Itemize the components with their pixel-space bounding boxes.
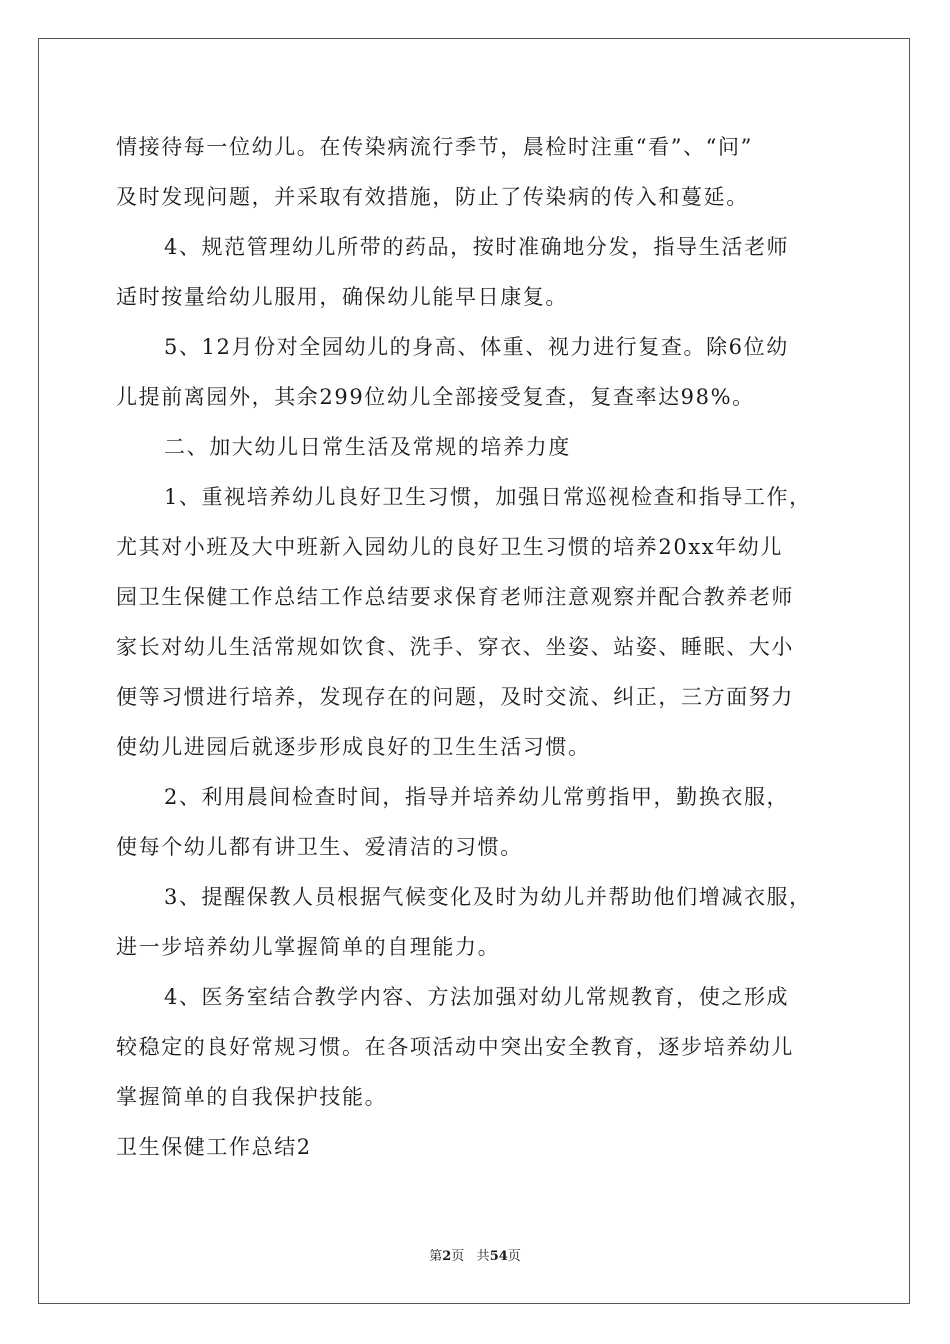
page-suffix: 页	[451, 1249, 465, 1264]
text-line: 儿提前离园外，其余299位幼儿全部接受复查，复查率达98%。	[116, 385, 755, 409]
page-footer	[0, 1248, 950, 1266]
text-line: 适时按量给幼儿服用，确保幼儿能早日康复。	[116, 285, 568, 309]
text-line: 便等习惯进行培养，发现存在的问题，及时交流、纠正，三方面努力	[116, 685, 794, 709]
text-line: 4、规范管理幼儿所带的药品，按时准确地分发，指导生活老师	[164, 235, 790, 259]
page-prefix: 第	[429, 1249, 443, 1264]
total-prefix: 共	[476, 1249, 490, 1264]
text-line: 使每个幼儿都有讲卫生、爱清洁的习惯。	[116, 835, 523, 859]
text-line: 及时发现问题，并采取有效措施，防止了传染病的传入和蔓延。	[116, 185, 749, 209]
text-line: 较稳定的良好常规习惯。在各项活动中突出安全教育，逐步培养幼儿	[116, 1035, 794, 1059]
total-suffix: 页	[507, 1249, 521, 1264]
text-line: 3、提醒保教人员根据气候变化及时为幼儿并帮助他们增减衣服，	[164, 885, 812, 909]
text-line: 2、利用晨间检查时间，指导并培养幼儿常剪指甲，勤换衣服，	[164, 785, 790, 809]
total-pages: 54	[489, 1249, 508, 1264]
text-line: 5、12月份对全园幼儿的身高、体重、视力进行复查。除6位幼	[164, 335, 789, 359]
document-subtitle: 卫生保健工作总结2	[116, 1135, 312, 1159]
text-line: 家长对幼儿生活常规如饮食、洗手、穿衣、坐姿、站姿、睡眠、大小	[116, 635, 794, 659]
text-line: 园卫生保健工作总结工作总结要求保育老师注意观察并配合教养老师	[116, 585, 794, 609]
text-line: 尤其对小班及大中班新入园幼儿的良好卫生习惯的培养20xx年幼儿	[116, 535, 784, 559]
text-line: 使幼儿进园后就逐步形成良好的卫生生活习惯。	[116, 735, 591, 759]
text-line: 掌握简单的自我保护技能。	[116, 1085, 388, 1109]
section-heading: 二、加大幼儿日常生活及常规的培养力度	[164, 435, 571, 459]
page-number: 2	[442, 1249, 452, 1264]
text-line: 1、重视培养幼儿良好卫生习惯，加强日常巡视检查和指导工作，	[164, 485, 812, 509]
document-body	[116, 128, 836, 1178]
text-line: 4、医务室结合教学内容、方法加强对幼儿常规教育，使之形成	[164, 985, 790, 1009]
text-line: 情接待每一位幼儿。在传染病流行季节，晨检时注重“看”、“问”	[116, 135, 753, 159]
text-line: 进一步培养幼儿掌握简单的自理能力。	[116, 935, 501, 959]
